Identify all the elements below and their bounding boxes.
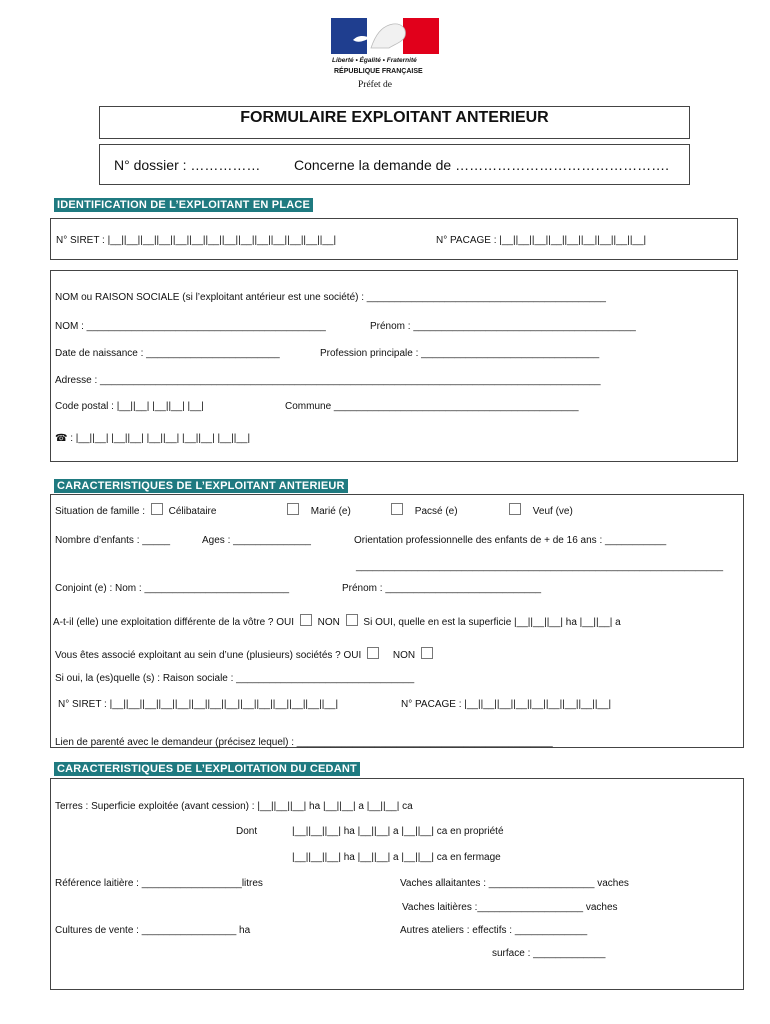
raison-sociale-societe-field[interactable]: Si oui, la (es)quelle (s) : Raison sociale : ________________________________	[55, 673, 415, 684]
telephone-field[interactable]: ☎ : |__||__| |__||__| |__||__| |__||__| |__||__|	[55, 433, 251, 444]
surface-field[interactable]: surface : _____________	[492, 948, 606, 959]
autre-non-label: NON	[317, 617, 340, 628]
societe-pacage-field[interactable]: N° PACAGE : |__||__||__||__||__||__||__||__||__|	[401, 699, 612, 710]
orientation-field[interactable]: Orientation professionnelle des enfants de + de 16 ans : ___________	[354, 535, 667, 546]
terres-field[interactable]: Terres : Superficie exploitée (avant cession) : |__||__||__| ha |__||__| a |__||__| ca	[55, 801, 413, 812]
fermage-field[interactable]: |__||__||__| ha |__||__| a |__||__| ca en fermage	[292, 852, 501, 863]
propriete-field[interactable]: |__||__||__| ha |__||__| a |__||__| ca en propriété	[292, 826, 504, 837]
pacse-label: Pacsé (e)	[414, 506, 458, 517]
nom-field[interactable]: NOM : ___________________________________________	[55, 321, 326, 332]
prenom-field[interactable]: Prénom : ________________________________________	[370, 321, 636, 332]
conjoint-prenom-field[interactable]: Prénom : ____________________________	[342, 583, 542, 594]
naissance-field[interactable]: Date de naissance : ________________________	[55, 348, 280, 359]
celibataire-checkbox[interactable]	[151, 503, 163, 515]
autre-exploitation-row	[53, 614, 621, 628]
ages-field[interactable]: Ages : ______________	[202, 535, 311, 546]
profession-field[interactable]: Profession principale : ________________________________	[320, 348, 600, 359]
siret-field[interactable]: N° SIRET : |__||__||__||__||__||__||__||__||__||__||__||__||__||__|	[56, 235, 337, 246]
autre-non-checkbox[interactable]	[346, 614, 358, 626]
section-cedant-title: CARACTERISTIQUES DE L’EXPLOITATION DU CEDANT	[54, 762, 360, 776]
prefet-label: Préfet de	[358, 80, 393, 90]
marie-checkbox[interactable]	[287, 503, 299, 515]
celibataire-label: Célibataire	[168, 506, 217, 517]
marianne-logo	[331, 18, 439, 54]
societe-siret-field[interactable]: N° SIRET : |__||__||__||__||__||__||__||__||__||__||__||__||__||__|	[58, 699, 339, 710]
autre-exploitation-question: A-t-il (elle) une exploitation différente de la vôtre ? OUI	[53, 617, 295, 628]
dont-label: Dont	[236, 826, 258, 837]
veuf-option	[506, 503, 573, 517]
associe-non-checkbox[interactable]	[421, 647, 433, 659]
concerne-demande[interactable]: Concerne la demande de ……………………………………….	[294, 157, 669, 173]
vaches-laitieres-field[interactable]: Vaches laitières :___________________ vaches	[402, 902, 618, 913]
veuf-checkbox[interactable]	[509, 503, 521, 515]
pacse-checkbox[interactable]	[391, 503, 403, 515]
republic: RÉPUBLIQUE FRANÇAISE	[334, 68, 423, 75]
motto: Liberté • Égalité • Fraternité	[332, 57, 417, 64]
pacse-option	[388, 503, 458, 517]
associe-oui-checkbox[interactable]	[367, 647, 379, 659]
reference-laitiere-field[interactable]: Référence laitière : __________________litres	[55, 878, 263, 889]
conjoint-nom-field[interactable]: Conjoint (e) : Nom : __________________________	[55, 583, 290, 594]
associe-row	[55, 647, 436, 661]
vaches-allaitantes-field[interactable]: Vaches allaitantes : ___________________ vaches	[400, 878, 629, 889]
code-postal-field[interactable]: Code postal : |__||__| |__||__| |__|	[55, 401, 204, 412]
situation-famille-row	[55, 503, 216, 517]
section-exploitant-title: CARACTERISTIQUES DE L’EXPLOITANT ANTERIEUR	[54, 479, 348, 493]
lien-parente-field[interactable]: Lien de parenté avec le demandeur (précisez lequel) : ______________________________________________	[55, 737, 553, 748]
enfants-field[interactable]: Nombre d’enfants : _____	[55, 535, 171, 546]
associe-question: Vous êtes associé exploitant au sein d’une (plusieurs) sociétés ? OUI	[55, 650, 362, 661]
section-identification-title: IDENTIFICATION DE L’EXPLOITANT EN PLACE	[54, 198, 313, 212]
dossier-number[interactable]: N° dossier : ……………	[114, 157, 261, 173]
page-title: FORMULAIRE EXPLOITANT ANTERIEUR	[240, 109, 549, 126]
superficie-field[interactable]: Si OUI, quelle en est la superficie |__||__||__| ha |__||__| a	[363, 617, 621, 628]
marie-option	[284, 503, 351, 517]
tricolore-flag-icon	[331, 18, 439, 54]
associe-non-label: NON	[392, 650, 416, 661]
orientation-line[interactable]: __________________________________________________________________	[356, 561, 724, 572]
situation-label: Situation de famille :	[55, 506, 146, 517]
veuf-label: Veuf (ve)	[532, 506, 573, 517]
autre-oui-checkbox[interactable]	[300, 614, 312, 626]
cultures-vente-field[interactable]: Cultures de vente : _________________ ha	[55, 925, 251, 936]
adresse-field[interactable]: Adresse : __________________________________________________________________________________________	[55, 375, 601, 386]
autres-ateliers-field[interactable]: Autres ateliers : effectifs : _____________	[400, 925, 588, 936]
marie-label: Marié (e)	[310, 506, 351, 517]
pacage-field[interactable]: N° PACAGE : |__||__||__||__||__||__||__||__||__|	[436, 235, 647, 246]
commune-field[interactable]: Commune ____________________________________________	[285, 401, 579, 412]
raison-sociale-field[interactable]: NOM ou RAISON SOCIALE (si l’exploitant antérieur est une société) : ___________________________________________	[55, 292, 606, 303]
